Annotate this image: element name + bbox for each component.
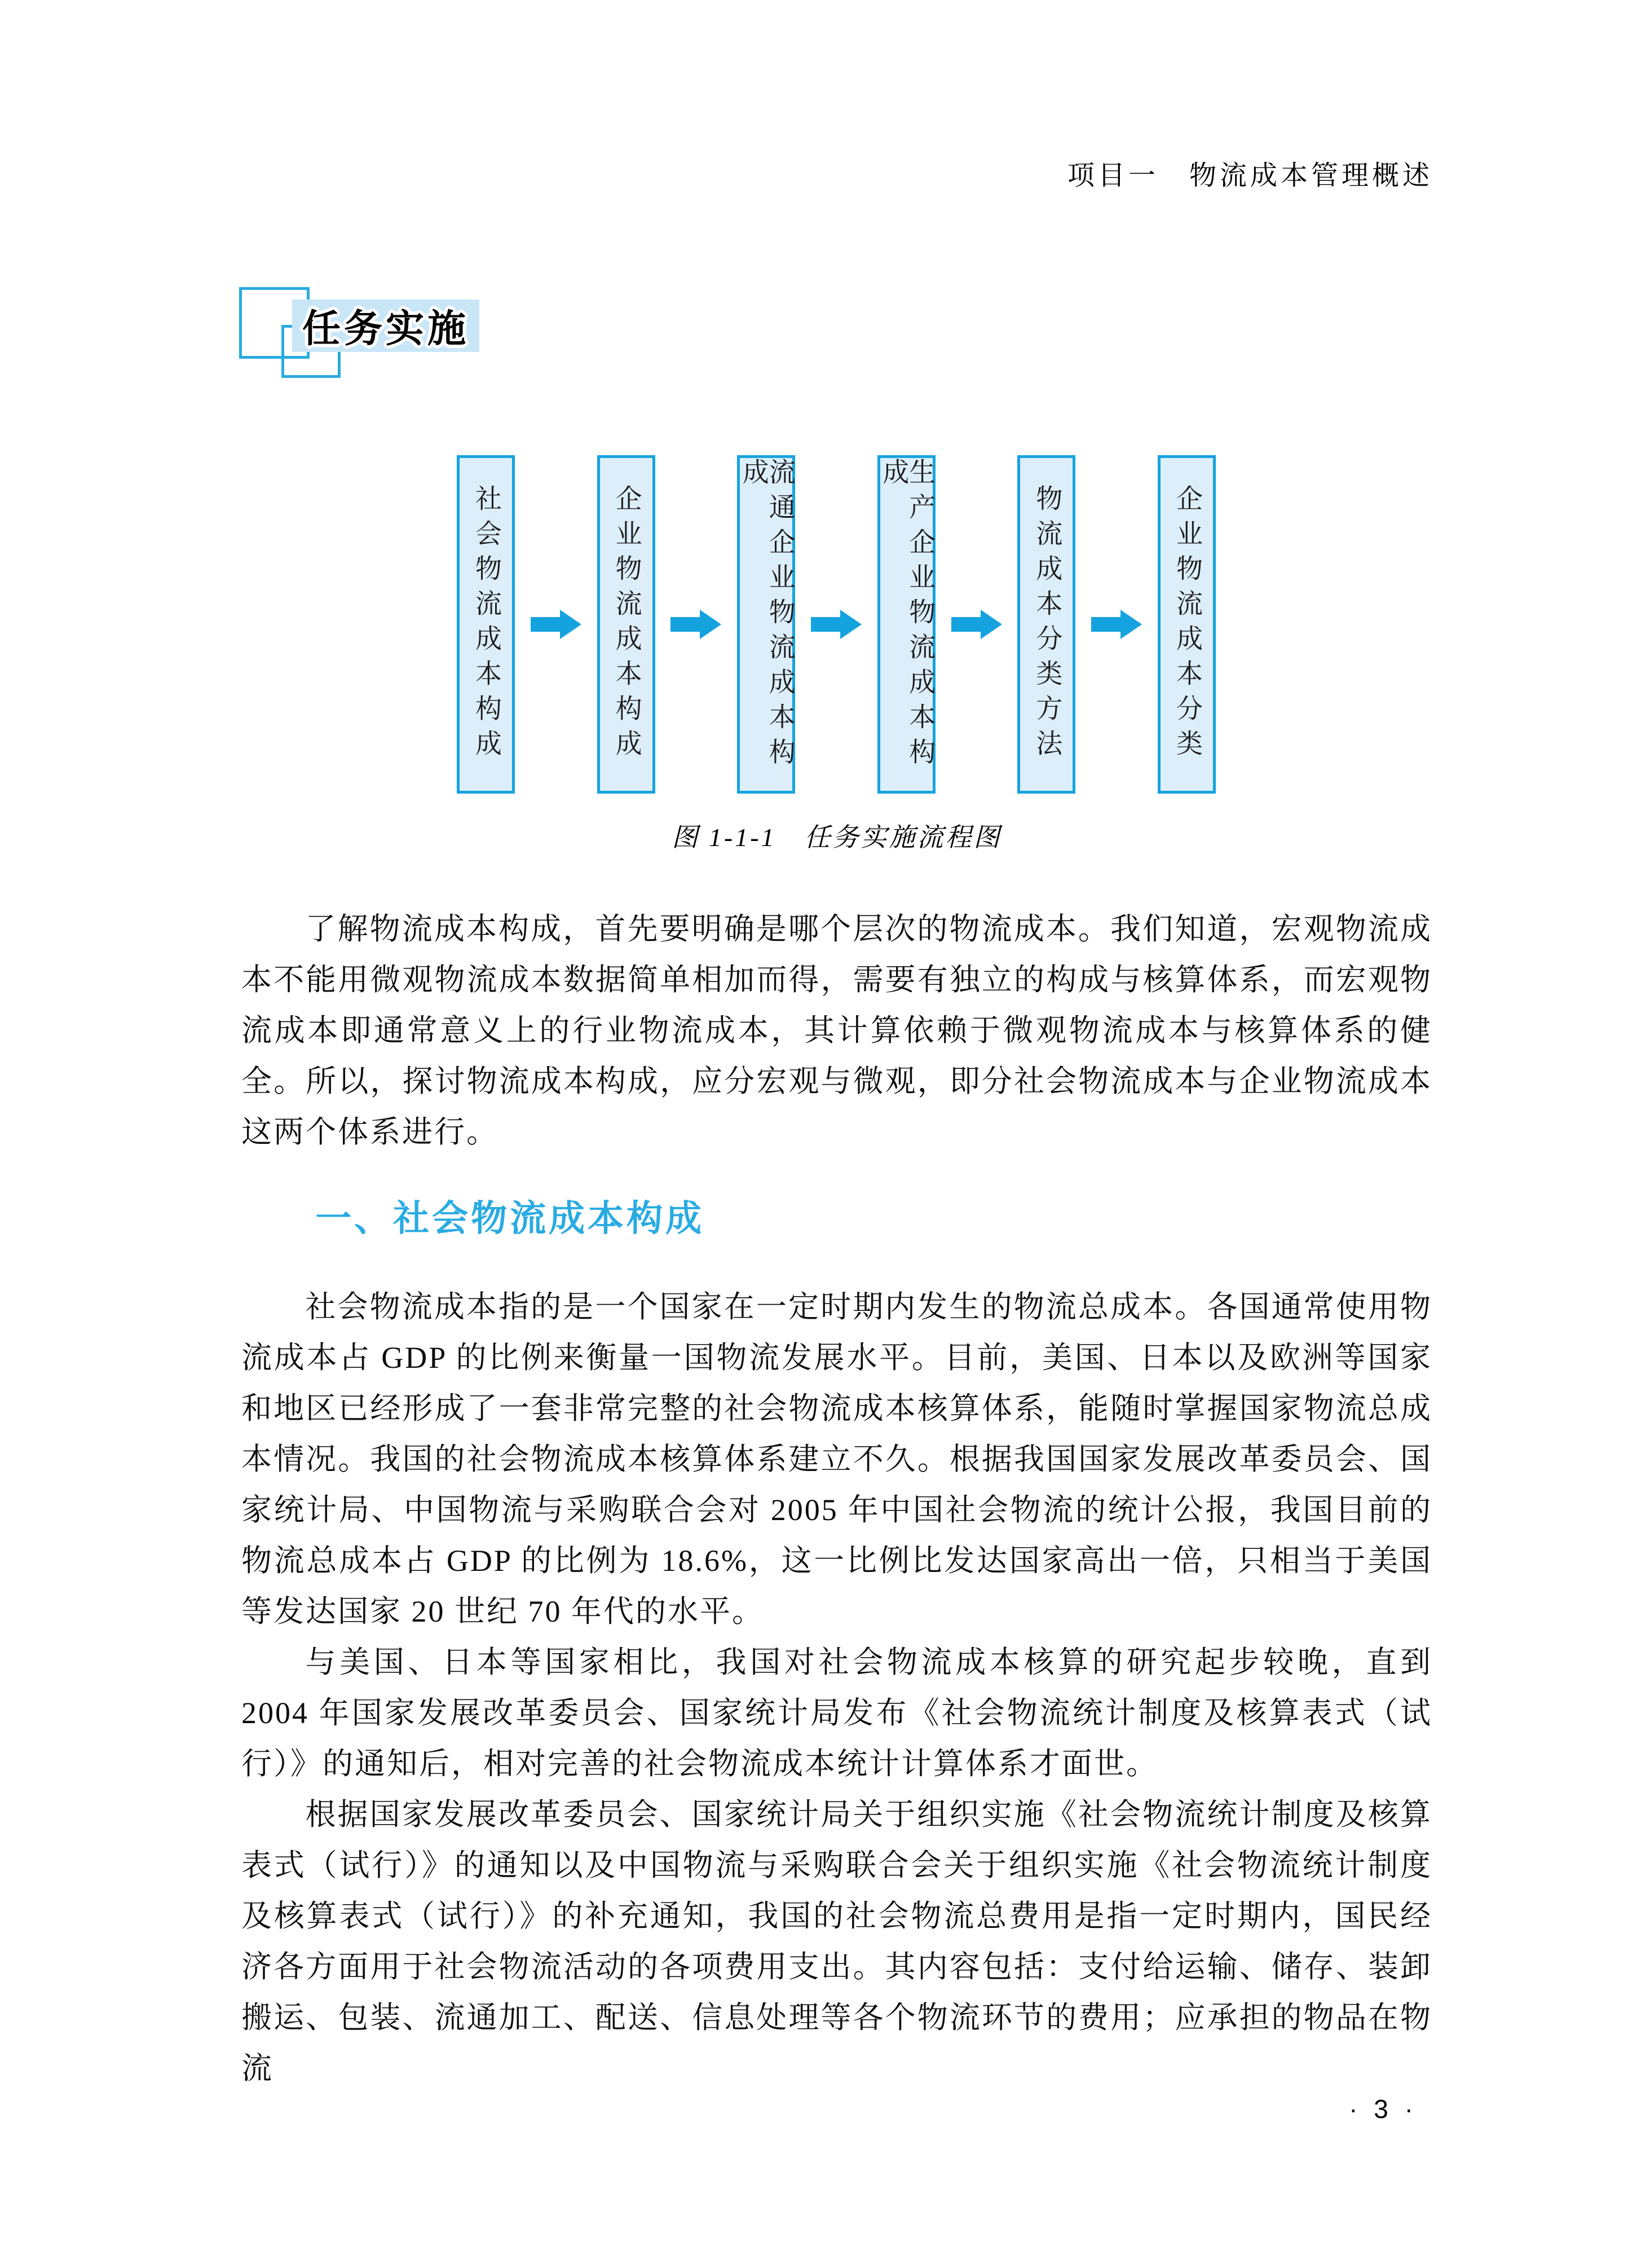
- flow-step-label: 物流成本分类方法: [1032, 484, 1062, 765]
- flow-step-label: 流通企业物流成本构成: [738, 458, 795, 773]
- badge-label-box: [292, 300, 479, 352]
- flow-arrow-icon: [531, 610, 581, 639]
- flowchart: [457, 455, 1216, 794]
- badge-label: 任务实施: [302, 307, 469, 350]
- paragraph-2: 社会物流成本指的是一个国家在一定时期内发生的物流总成本。各国通常使用物流成本占 GDP 的比例来衡量一国物流发展水平。目前，美国、日本以及欧洲等国家和地区已经形成了一套非常完整的社会物流成本核算体系，能随时掌握国家物流总成本情况。我国的社会物流成本核算体系建立不久。根据我国国家发展改革委员会、国家统计局、中国物流与采购联合会对 2005 年中国社会物流的统计公报，我国目前的物流总成本占 GDP 的比例为 18.6%，这一比例比发达国家高出一倍，只相当于美国等发达国家 20 世纪 70 年代的水平。: [241, 1290, 1432, 1628]
- body-text: [241, 904, 1432, 2094]
- running-header: 项目一 物流成本管理概述: [1067, 161, 1433, 191]
- figure-caption: 图 1-1-1 任务实施流程图: [672, 823, 1002, 852]
- flow-step-label: 企业物流成本分类: [1172, 484, 1202, 765]
- flow-step-box: [597, 455, 655, 794]
- section-heading: 一、社会物流成本构成: [315, 1198, 705, 1239]
- page-number: · 3 ·: [1349, 2094, 1418, 2124]
- flow-arrow-icon: [1091, 610, 1142, 639]
- paragraph-4: 根据国家发展改革委员会、国家统计局关于组织实施《社会物流统计制度及核算表式（试行）》的通知以及中国物流与采购联合会关于组织实施《社会物流统计制度及核算表式（试行）》的补充通知，我国的社会物流总费用是指一定时期内，国民经济各方面用于社会物流活动的各项费用支出。其内容包括：支付给运输、储存、装卸搬运、包装、流通加工、配送、信息处理等各个物流环节的费用；应承担的物品在物流: [241, 1798, 1432, 2085]
- flow-step-label: 社会物流成本构成: [471, 484, 501, 765]
- flow-step-label: 生产企业物流成本构成: [879, 458, 935, 773]
- flow-arrow-icon: [951, 610, 1002, 639]
- flow-arrow-icon: [670, 610, 721, 639]
- flow-step-box: [1017, 455, 1075, 794]
- flow-step-box: [877, 455, 936, 794]
- flow-step-box: [737, 455, 795, 794]
- flow-arrow-icon: [811, 610, 862, 639]
- flow-step-label: 企业物流成本构成: [611, 484, 641, 765]
- paragraph-1: 了解物流成本构成，首先要明确是哪个层次的物流成本。我们知道，宏观物流成本不能用微观物流成本数据简单相加而得，需要有独立的构成与核算体系，而宏观物流成本即通常意义上的行业物流成本，其计算依赖于微观物流成本与核算体系的健全。所以，探讨物流成本构成，应分宏观与微观，即分社会物流成本与企业物流成本这两个体系进行。: [241, 912, 1432, 1149]
- flow-step-box: [1158, 455, 1216, 794]
- paragraph-3: 与美国、日本等国家相比，我国对社会物流成本核算的研究起步较晚，直到 2004 年国家发展改革委员会、国家统计局发布《社会物流统计制度及核算表式（试行）》的通知后，相对完善的社会物流成本统计计算体系才面世。: [241, 1645, 1432, 1781]
- flow-step-box: [457, 455, 515, 794]
